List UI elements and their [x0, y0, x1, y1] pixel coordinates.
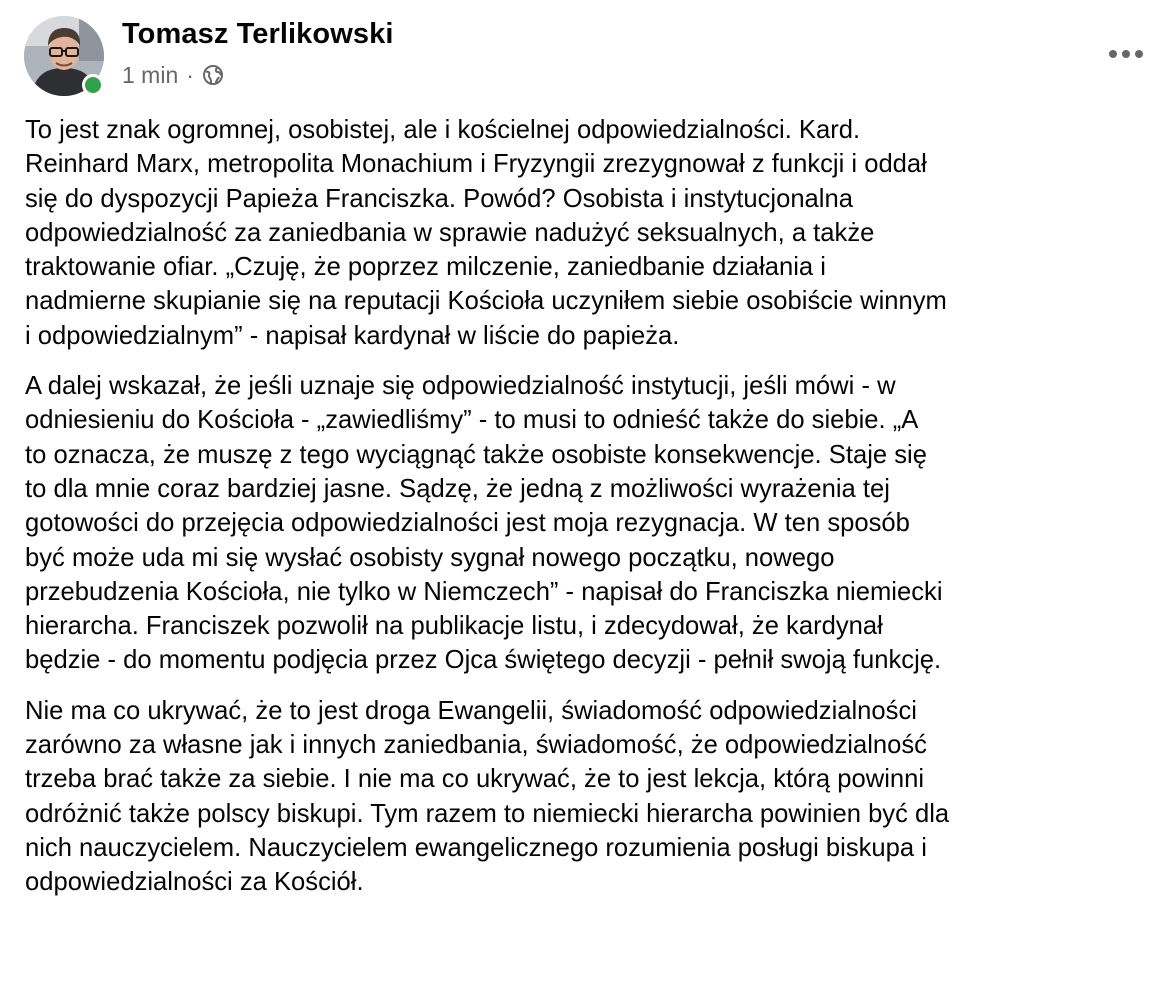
post-paragraph [25, 369, 1145, 678]
text-line: hierarcha. Franciszek pozwolił na publikacje listu, i zdecydował, że kardynał [25, 612, 883, 641]
text-line: odróżnić także polscy biskupi. Tym razem to niemiecki hierarcha powinien być dla [25, 799, 950, 828]
post-meta [122, 60, 224, 90]
text-line: A dalej wskazał, że jeśli uznaje się odpowiedzialność instytucji, jeśli mówi - w [25, 372, 896, 401]
meta-separator: · [186, 61, 194, 88]
text-line: traktowanie ofiar. „Czuję, że poprzez milczenie, zaniedbanie działania i [25, 253, 826, 282]
text-line: nadmierne skupianie się na reputacji Kościoła uczyniłem siebie osobiście winnym [25, 287, 947, 316]
text-line: To jest znak ogromnej, osobistej, ale i kościelnej odpowiedzialności. Kard. [25, 116, 861, 144]
text-line: zarówno za własne jak i innych zaniedbania, świadomość, że odpowiedzialność [25, 731, 927, 760]
text-line: Nie ma co ukrywać, że to jest droga Ewangelii, świadomość odpowiedzialności [25, 696, 917, 725]
text-line: gotowości do przejęcia odpowiedzialności jest moja rezygnacja. W ten sposób [25, 509, 910, 538]
post-paragraph [25, 113, 1145, 353]
text-line: i odpowiedzialnym” - napisał kardynał w liście do papieża. [25, 321, 680, 350]
text-line: być może uda mi się wysłać osobisty sygnał nowego początku, nowego [25, 543, 835, 572]
text-line: odniesieniu do Kościoła - „zawiedliśmy” - to musi to odnieść także do siebie. „A [25, 406, 919, 435]
text-line: trzeba brać także za siebie. I nie ma co ukrywać, że to jest lekcja, którą powinni [25, 765, 925, 794]
globe-icon[interactable] [202, 64, 224, 86]
text-line: nich nauczycielem. Nauczycielem ewangelicznego rozumienia posługi biskupa i [25, 833, 927, 862]
more-options-button[interactable] [1102, 34, 1150, 74]
text-line: Reinhard Marx, metropolita Monachium i Fryzyngii zrezygnował z funkcji i oddał [25, 150, 927, 179]
text-line: przebudzenia Kościoła, nie tylko w Niemczech” - napisał do Franciszka niemiecki [25, 577, 943, 606]
post-body [25, 113, 1145, 916]
text-line: się do dyspozycji Papieża Franciszka. Powód? Osobista i instytucjonalna [25, 184, 853, 213]
text-line: odpowiedzialności za Kościół. [25, 868, 364, 897]
online-status-icon [82, 74, 104, 96]
text-line: to dla mnie coraz bardziej jasne. Sądzę, że jedną z możliwości wyrażenia tej [25, 474, 890, 503]
more-options-icon [1108, 49, 1144, 59]
text-line: odpowiedzialność za zaniedbania w sprawie nadużyć seksualnych, a także [25, 218, 875, 247]
author-name[interactable]: Tomasz Terlikowski [122, 18, 394, 50]
text-line: będzie - do momentu podjęcia przez Ojca świętego decyzji - pełnił swoją funkcję. [25, 646, 942, 675]
post-paragraph [25, 694, 1145, 900]
post-header [24, 14, 1150, 98]
text-line: to oznacza, że muszę z tego wyciągnąć także osobiste konsekwencje. Staje się [25, 440, 927, 469]
post-timestamp[interactable]: 1 min [122, 61, 179, 88]
